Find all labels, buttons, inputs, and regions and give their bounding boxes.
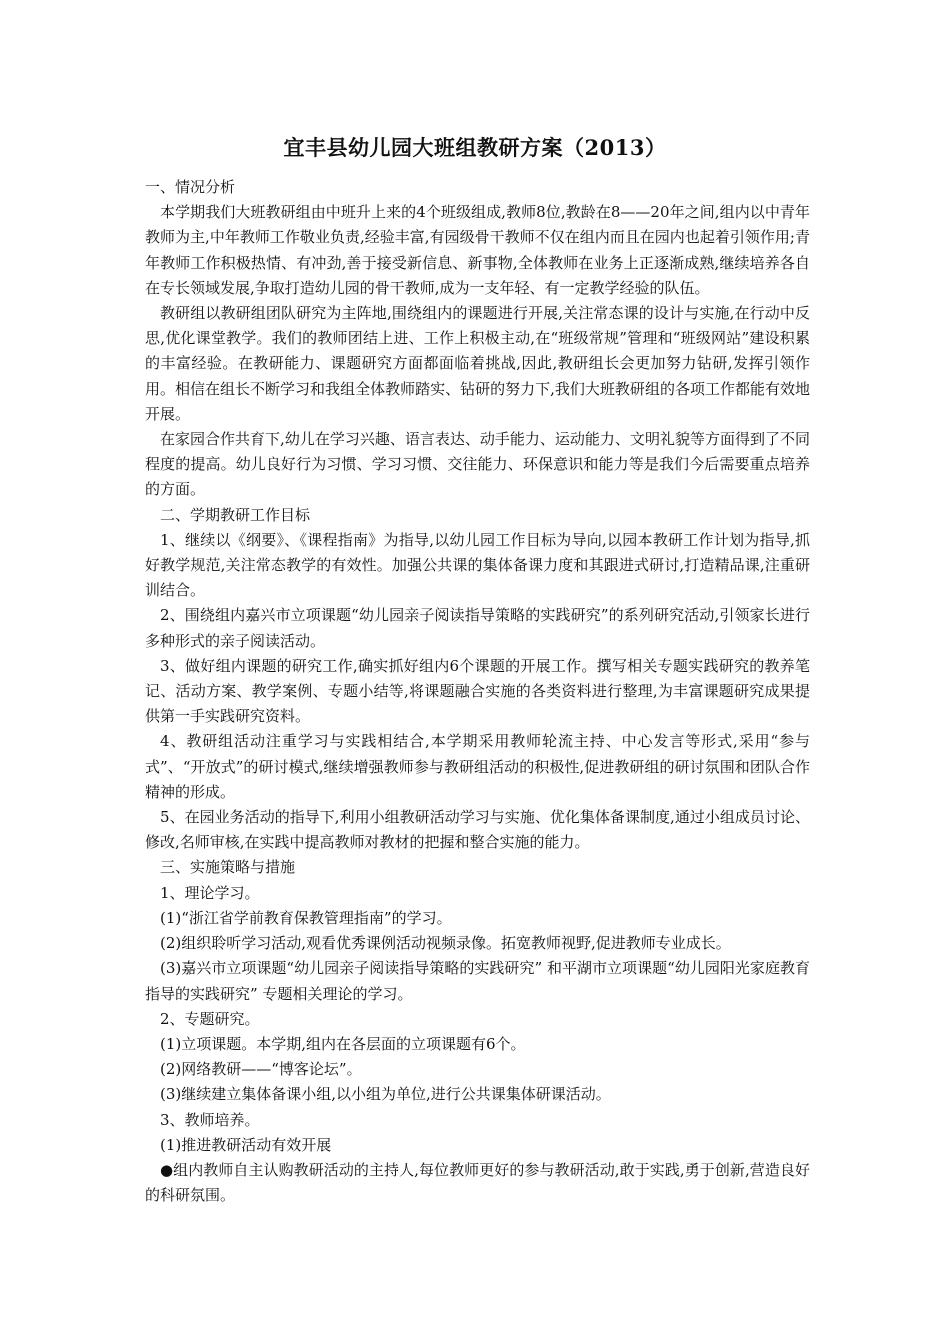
section-heading-2: 二、学期教研工作目标 — [160, 505, 311, 524]
section-heading-1: 一、情况分析 — [145, 178, 236, 196]
paragraph-situation-children: 在家园合作共育下,幼儿在学习兴趣、语言表达、动手能力、运动能力、文明礼貌等方面得到了不同程度的提高。幼儿良好行为习惯、学习习惯、交往能力、环保意识和能力等是我们今后需要重点培养的方面。 — [145, 430, 810, 499]
theory-item-3: (3)嘉兴市立项课题“幼儿园亲子阅读指导策略的实践研究” 和平湖市立项课题“幼儿园阳光家庭教育指导的实践研究” 专题相关理论的学习。 — [145, 959, 810, 1003]
subheading-topic-research: 2、专题研究。 — [160, 1009, 260, 1028]
subheading-theory-study: 1、理论学习。 — [160, 883, 260, 902]
paragraph-situation-teachers: 本学期我们大班教研组由中班升上来的4个班级组成,教师8位,教龄在8——20年之间,组内以中青年教师为主,中年教师工作敬业负责,经验丰富,有园级骨干教师不仅在组内而且在园内也起着引领作用;青年教师工作积极热情、有冲劲,善于接受新信息、新事物,全体教师在业务上正逐渐成熟,继续培养各自在专长领域发展,争取打造幼儿园的骨干教师,成为一支年轻、有一定教学经验的队伍。 — [145, 203, 810, 297]
training-item-1: (1)推进教研活动有效开展 — [160, 1135, 332, 1154]
research-item-2: (2)网络教研——“博客论坛”。 — [160, 1060, 362, 1079]
section-heading-3: 三、实施策略与措施 — [160, 858, 296, 877]
subheading-teacher-training: 3、教师培养。 — [160, 1110, 260, 1129]
theory-item-2: (2)组织聆听学习活动,观看优秀课例活动视频录像。拓宽教师视野,促进教师专业成长。 — [160, 934, 731, 953]
goal-item-5: 5、在园业务活动的指导下,利用小组教研活动学习与实施、优化集体备课制度,通过小组成员讨论、修改,名师审核,在实践中提高教师对教材的把握和整合实施的能力。 — [145, 808, 810, 852]
document-title: 宜丰县幼儿园大班组教研方案（2013） — [283, 135, 667, 160]
training-bullet-1: ●组内教师自主认购教研活动的主持人,每位教师更好的参与教研活动,敢于实践,勇于创新,营造良好的科研氛围。 — [145, 1160, 810, 1205]
paragraph-situation-research: 教研组以教研组团队研究为主阵地,围绕组内的课题进行开展,关注常态课的设计与实施,在行动中反思,优化课堂教学。我们的教师团结上进、工作上积极主动,在“班级常规”管理和“班级网站”建设积累的丰富经验。在教研能力、课题研究方面都面临着挑战,因此,教研组长会更加努力钻研,发挥引领作用。相信在组长不断学习和我组全体教师踏实、钻研的努力下,我们大班教研组的各项工作都能有效地开展。 — [145, 304, 810, 423]
goal-item-1: 1、继续以《纲要》、《课程指南》为指导,以幼儿园工作目标为导向,以园本教研工作计划为指导,抓好教学规范,关注常态教学的有效性。加强公共课的集体备课力度和其跟进式研讨,打造精品课,注重研训结合。 — [145, 530, 810, 600]
document-body — [145, 175, 810, 1208]
research-item-1: (1)立项课题。本学期,组内在各层面的立项课题有6个。 — [160, 1034, 526, 1053]
goal-item-4: 4、教研组活动注重学习与实践相结合,本学期采用教师轮流主持、中心发言等形式,采用“参与式”、“开放式”的研讨模式,继续增强教师参与教研组活动的积极性,促进教研组的研讨氛围和团队合作精神的形成。 — [145, 732, 810, 801]
goal-item-3: 3、做好组内课题的研究工作,确实抓好组内6个课题的开展工作。撰写相关专题实践研究的教养笔记、活动方案、教学案例、专题小结等,将课题融合实施的各类资料进行整理,为丰富课题研究成果提供第一手实践研究资料。 — [145, 656, 810, 726]
theory-item-1: (1)“浙江省学前教育保教管理指南”的学习。 — [160, 908, 452, 927]
goal-item-2: 2、围绕组内嘉兴市立项课题“幼儿园亲子阅读指导策略的实践研究”的系列研究活动,引领家长进行多种形式的亲子阅读活动。 — [145, 606, 810, 650]
research-item-3: (3)继续建立集体备课小组,以小组为单位,进行公共课集体研课活动。 — [160, 1085, 611, 1104]
